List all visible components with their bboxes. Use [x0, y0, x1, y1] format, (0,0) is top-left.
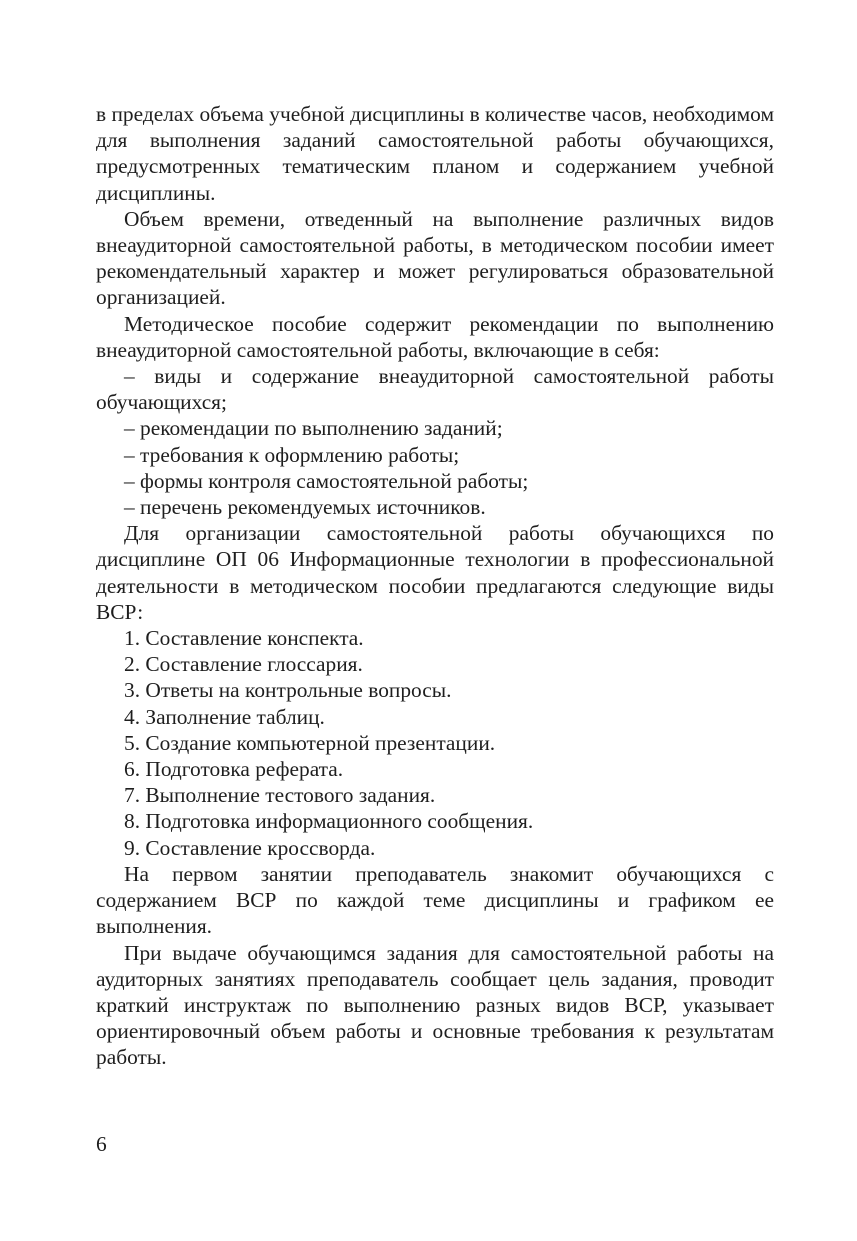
- dash-list: [96, 363, 774, 520]
- paragraph-5: На первом занятии преподаватель знакомит обучающихся с содержанием ВСР по каждой теме дисциплины и графиком ее выполнения.: [96, 861, 774, 939]
- numbered-list-item: 2. Составление глоссария.: [124, 652, 363, 677]
- paragraph-4: Для организации самостоятельной работы обучающихся по дисциплине ОП 06 Информационные технологии в профессиональной деятельности в методическом пособии предлагаются следующие виды ВСР:: [96, 521, 774, 624]
- paragraph-6: При выдаче обучающимся задания для самостоятельной работы на аудиторных занятиях преподаватель сообщает цель задания, проводит краткий инструктаж по выполнению разных видов ВСР, указывает ориентировочный объем работы и основные требования к результатам работы.: [96, 940, 774, 1070]
- numbered-list-item: 8. Подготовка информационного сообщения.: [124, 809, 534, 834]
- paragraph-3: Методическое пособие содержит рекомендации по выполнению внеаудиторной самостоятельной работы, включающие в себя:: [96, 311, 774, 362]
- dash-list-item: – перечень рекомендуемых источников.: [124, 495, 486, 520]
- dash-list-item: – формы контроля самостоятельной работы;: [124, 468, 529, 493]
- dash-list-item: – виды и содержание внеаудиторной самостоятельной работы обучающихся;: [96, 364, 774, 415]
- numbered-list-item: 9. Составление кроссворда.: [124, 835, 376, 860]
- dash-list-item: – требования к оформлению работы;: [124, 442, 460, 467]
- numbered-list-item: 4. Заполнение таблиц.: [124, 704, 325, 729]
- document-page: [96, 101, 774, 1071]
- page-number: 6: [96, 1132, 107, 1156]
- paragraph-1: в пределах объема учебной дисциплины в количестве часов, необходимом для выполнения заданий самостоятельной работы обучающихся, предусмотренных тематическим планом и содержанием учебной дисциплины.: [96, 102, 774, 205]
- numbered-list-item: 1. Составление конспекта.: [124, 626, 364, 651]
- paragraph-2: Объем времени, отведенный на выполнение различных видов внеаудиторной самостоятельной работы, в методическом пособии имеет рекомендательный характер и может регулироваться образовательной организацией.: [96, 206, 774, 310]
- numbered-list-item: 5. Создание компьютерной презентации.: [124, 730, 496, 755]
- numbered-list-item: 3. Ответы на контрольные вопросы.: [124, 678, 452, 703]
- numbered-list-item: 7. Выполнение тестового задания.: [124, 783, 436, 808]
- dash-list-item: – рекомендации по выполнению заданий;: [124, 416, 503, 441]
- numbered-list-item: 6. Подготовка реферата.: [124, 757, 344, 782]
- numbered-list: [96, 625, 774, 861]
